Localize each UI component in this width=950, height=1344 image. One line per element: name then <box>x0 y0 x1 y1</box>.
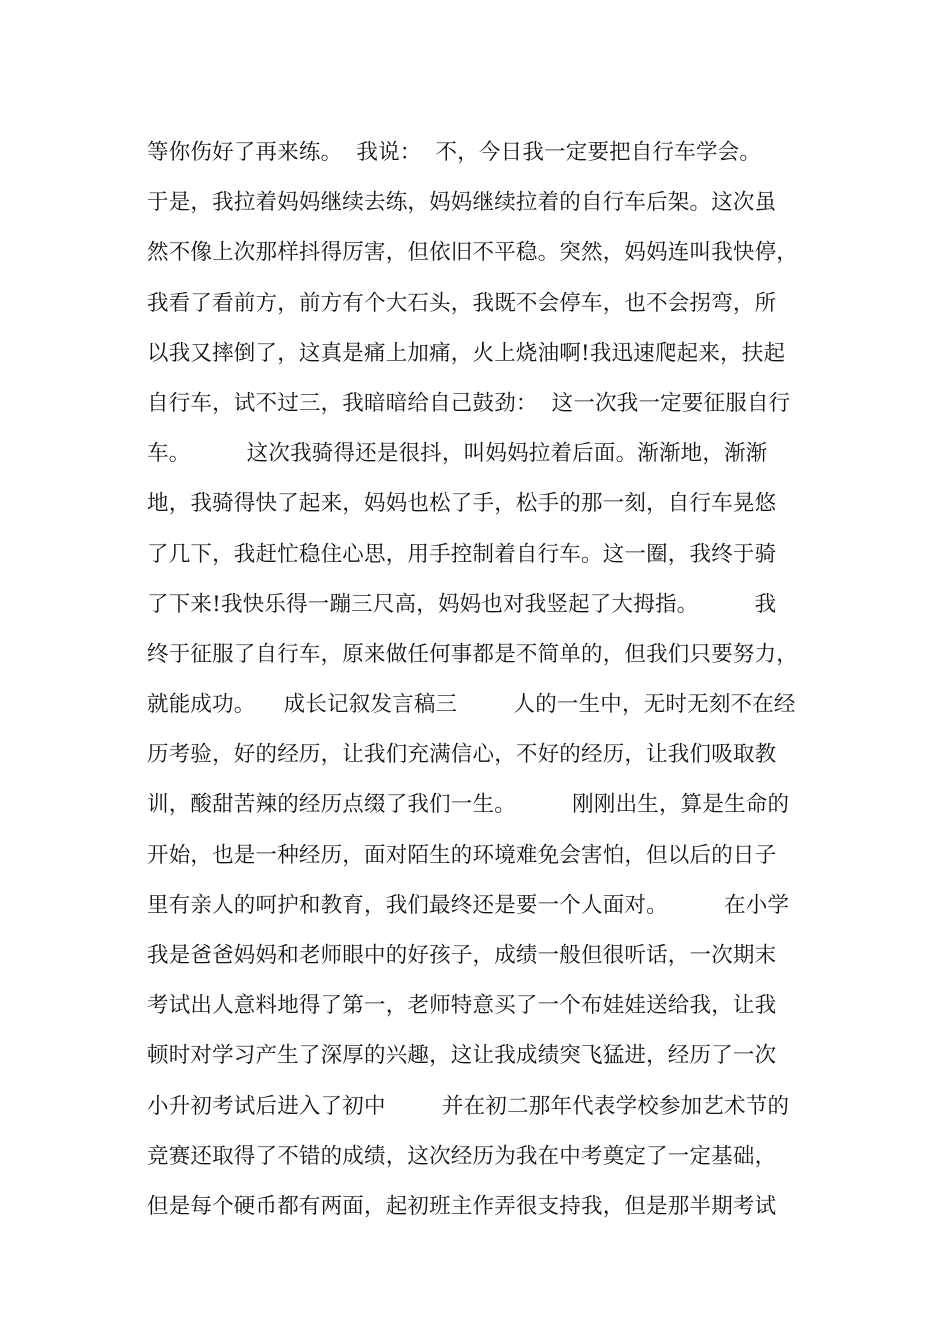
text-line: 终于征服了自行车，原来做任何事都是不简单的，但我们只要努力， <box>147 641 799 667</box>
text-line: 了下来!我快乐得一蹦三尺高，妈妈也对我竖起了大拇指。 我 <box>147 591 777 617</box>
text-line: 自行车，试不过三，我暗暗给自己鼓劲： 这一次我一定要征服自行 <box>147 390 791 416</box>
text-line: 顿时对学习产生了深厚的兴趣，这让我成绩突飞猛进，经历了一次 <box>147 1043 777 1069</box>
text-line: 我是爸爸妈妈和老师眼中的好孩子，成绩一般但很听话，一次期末 <box>147 943 777 968</box>
text-line: 开始，也是一种经历，面对陌生的环境难免会害怕，但以后的日子 <box>147 842 777 868</box>
text-line: 历考验，好的经历，让我们充满信心，不好的经历，让我们吸取教 <box>147 742 777 768</box>
text-line: 小升初考试后进入了初中 并在初二那年代表学校参加艺术节的 <box>147 1093 790 1119</box>
text-line: 了几下，我赶忙稳住心思，用手控制着自行车。这一圈，我终于骑 <box>147 541 777 567</box>
text-line: 里有亲人的呵护和教育，我们最终还是要一个人面对。 在小学 <box>147 892 790 918</box>
text-line: 等你伤好了再来练。 我说： 不，今日我一定要把自行车学会。 <box>147 140 762 165</box>
text-line: 训，酸甜苦辣的经历点缀了我们一生。 刚刚出生，算是生命的 <box>147 792 790 818</box>
text-line: 我看了看前方，前方有个大石头，我既不会停车，也不会拐弯，所 <box>147 290 777 316</box>
text-line: 以我又摔倒了，这真是痛上加痛，火上烧油啊!我迅速爬起来，扶起 <box>147 340 786 366</box>
text-line: 车。 这次我骑得还是很抖，叫妈妈拉着后面。渐渐地，渐渐 <box>147 441 768 467</box>
text-line: 地，我骑得快了起来，妈妈也松了手，松手的那一刻，自行车晃悠 <box>147 491 777 517</box>
text-line: 就能成功。 成长记叙发言稿三 人的一生中，无时无刻不在经 <box>147 692 796 718</box>
text-line: 于是，我拉着妈妈继续去练，妈妈继续拉着的自行车后架。这次虽 <box>147 190 777 216</box>
text-line: 但是每个硬币都有两面，起初班主作弄很支持我，但是那半期考试 <box>147 1193 777 1219</box>
text-line: 竞赛还取得了不错的成绩，这次经历为我在中考奠定了一定基础， <box>147 1143 777 1169</box>
text-line: 考试出人意料地得了第一，老师特意买了一个布娃娃送给我，让我 <box>147 993 777 1019</box>
text-line: 然不像上次那样抖得厉害，但依旧不平稳。突然，妈妈连叫我快停， <box>147 240 799 266</box>
body-text <box>147 128 827 1232</box>
